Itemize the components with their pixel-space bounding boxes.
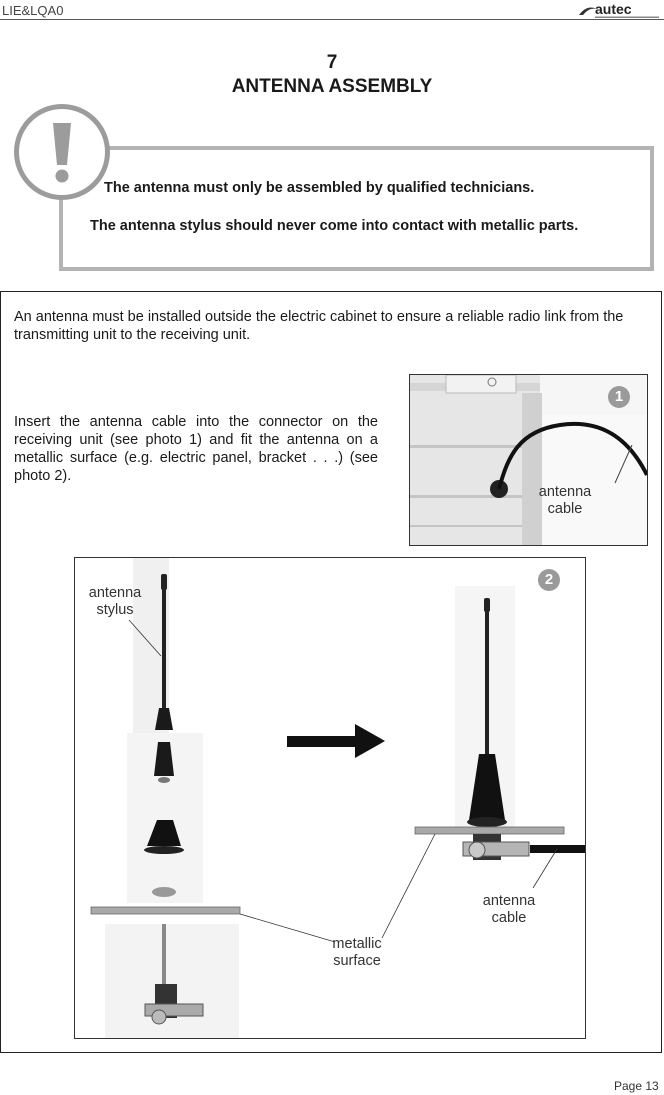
warning-line-2: The antenna stylus should never come into contact with metallic parts. (90, 218, 579, 234)
warning-box (59, 146, 654, 271)
photo-2-cable-line-2: cable (491, 910, 527, 926)
photo-2-badge: 2 (538, 569, 560, 591)
document-code: LIE&LQA0 (2, 3, 64, 18)
autec-logo (577, 1, 661, 21)
metallic-surface-label (320, 936, 394, 970)
antenna-stylus-label (78, 585, 152, 619)
page-number: Page 13 (614, 1079, 659, 1093)
brand-text: autec (595, 1, 632, 17)
chapter-title: ANTENNA ASSEMBLY (231, 76, 433, 97)
antenna-stylus-line-1: antenna (88, 585, 142, 601)
intro-paragraph: An antenna must be installed outside the electric cabinet to ensure a reliable radio link from the transmitting unit to the receiving unit. (14, 309, 624, 343)
antenna-stylus-line-2: stylus (96, 602, 134, 618)
photo-1-label (531, 484, 599, 518)
metallic-surface-line-2: surface (333, 953, 381, 969)
header-rule (0, 19, 664, 20)
photo-1-label-line-1: antenna (538, 484, 592, 500)
warning-line-1: The antenna must only be assembled by qualified technicians. (104, 180, 535, 196)
instruction-paragraph: Insert the antenna cable into the connector on the receiving unit (see photo 1) and fit the antenna on a metallic surface (e.g. electric panel, bracket . . .) (see photo 2). (14, 414, 378, 484)
warning-badge (14, 104, 110, 200)
photo-1-badge: 1 (608, 386, 630, 408)
photo-2-cable-line-1: antenna (482, 893, 536, 909)
photo-2-cable-label (472, 893, 546, 927)
metallic-surface-line-1: metallic (332, 936, 382, 952)
chapter-number: 7 (326, 52, 338, 73)
exclamation-icon (19, 109, 105, 195)
photo-1-label-line-2: cable (547, 501, 583, 517)
